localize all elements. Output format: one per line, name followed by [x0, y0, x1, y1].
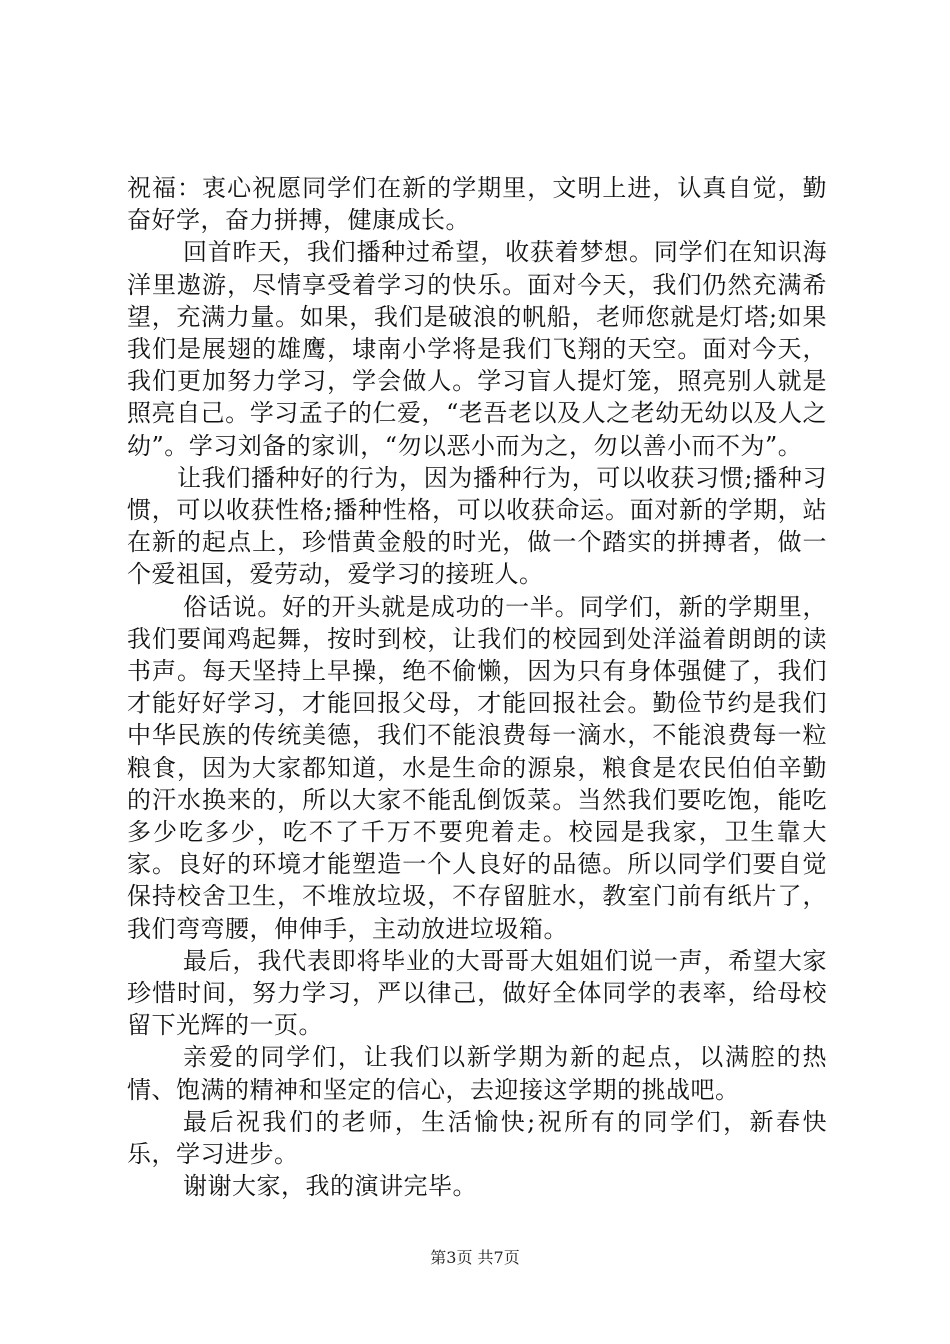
paragraph-looking-back: 回首昨天，我们播种过希望，收获着梦想。同学们在知识海洋里遨游，尽情享受着学习的快乐。面对今天，我们仍然充满希望，充满力量。如果，我们是破浪的帆船，老师您就是灯塔;如果我们是展翅的雄鹰，埭南小学将是我们飞翔的天空。面对今天，我们更加努力学习，学会做人。学习盲人提灯笼，照亮别人就是照亮自己。学习孟子的仁爱，“老吾老以及人之老幼无幼以及人之幼”。学习刘备的家训，“勿以恶小而为之，勿以善小而不为”。 [127, 238, 827, 460]
paragraph-sow-behavior: 让我们播种好的行为，因为播种行为，可以收获习惯;播种习惯，可以收获性格;播种性格，可以收获命运。面对新的学期，站在新的起点上，珍惜黄金般的时光，做一个踏实的拼搏者，做一个爱祖国，爱劳动，爱学习的接班人。 [127, 463, 827, 589]
page-number-footer: 第3页 共7页 [430, 1248, 520, 1267]
paragraph-good-start: 俗话说。好的开头就是成功的一半。同学们，新的学期里，我们要闻鸡起舞，按时到校，让我们的校园到处洋溢着朗朗的读书声。每天坚持上早操，绝不偷懒，因为只有身体强健了，我们才能好好学习，才能回报父母，才能回报社会。勤俭节约是我们中华民族的传统美德，我们不能浪费每一滴水，不能浪费每一粒粮食，因为大家都知道，水是生命的源泉，粮食是农民伯伯辛勤的汗水换来的，所以大家不能乱倒饭菜。当然我们要吃饱，能吃多少吃多少，吃不了千万不要兜着走。校园是我家，卫生靠大家。良好的环境才能塑造一个人良好的品德。所以同学们要自觉保持校舍卫生，不堆放垃圾，不存留脏水，教室门前有纸片了，我们弯弯腰，伸伸手，主动放进垃圾箱。 [127, 592, 827, 943]
paragraph-wishes: 最后祝我们的老师，生活愉快;祝所有的同学们，新春快乐，学习进步。 [127, 1107, 827, 1169]
paragraph-thanks: 谢谢大家，我的演讲完毕。 [183, 1172, 477, 1201]
paragraph-new-semester: 亲爱的同学们，让我们以新学期为新的起点，以满腔的热情、饱满的精神和坚定的信心，去迎接这学期的挑战吧。 [127, 1043, 827, 1104]
paragraph-blessing: 祝福：衷心祝愿同学们在新的学期里，文明上进，认真自觉，勤奋好学，奋力拼搏，健康成长。 [127, 174, 827, 235]
document-body [127, 172, 827, 1203]
paragraph-graduates: 最后，我代表即将毕业的大哥哥大姐姐们说一声，希望大家珍惜时间，努力学习，严以律己，做好全体同学的表率，给母校留下光辉的一页。 [127, 946, 827, 1040]
